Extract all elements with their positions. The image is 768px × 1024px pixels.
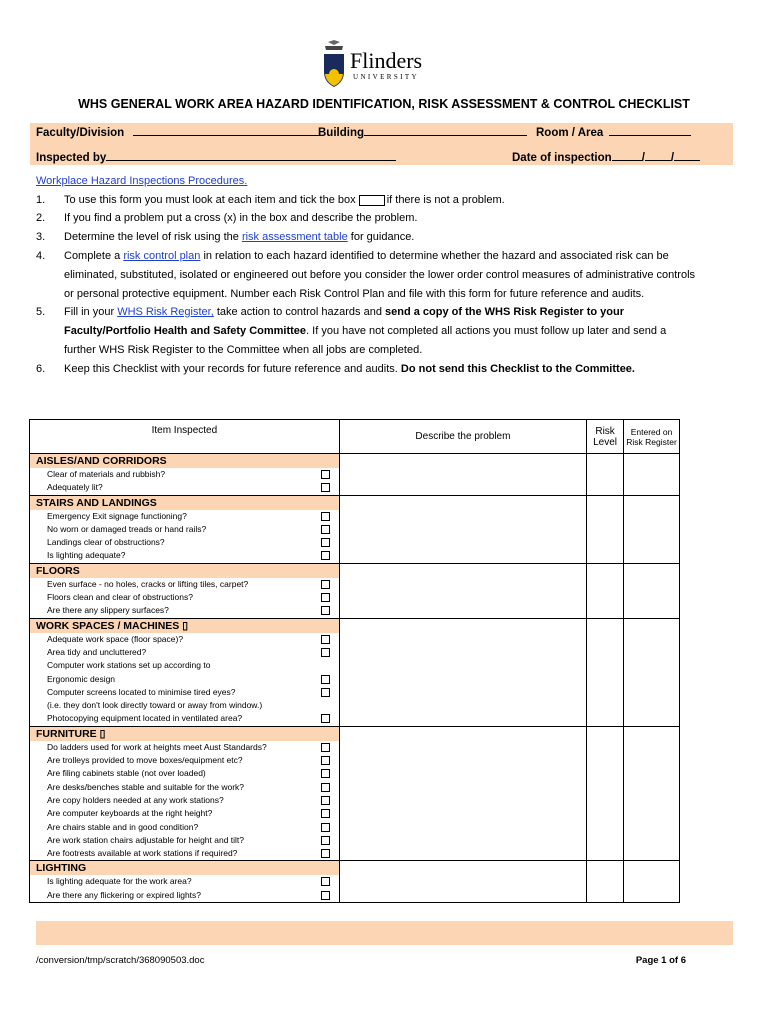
checklist-checkbox[interactable] xyxy=(321,714,330,723)
section-heading: FURNITURE ▯ xyxy=(30,727,339,741)
instruction-1 xyxy=(64,194,505,206)
instruction-4-line-1 xyxy=(64,250,669,262)
checklist-item-label: Landings clear of obstructions? xyxy=(47,537,165,548)
crest-icon xyxy=(322,40,346,88)
section-items-cell xyxy=(30,861,340,903)
checklist-item xyxy=(30,659,339,672)
checklist-item xyxy=(30,741,339,754)
building-field[interactable] xyxy=(318,124,527,139)
instruction-6-bold: Do not send this Checklist to the Committee. xyxy=(400,363,635,375)
instruction-5-line-2 xyxy=(64,325,666,337)
checklist-item-label: Even surface - no holes, cracks or lifting tiles, carpet? xyxy=(47,578,249,589)
checklist-item-label: Clear of materials and rubbish? xyxy=(47,469,166,479)
problem-cell[interactable] xyxy=(339,495,586,563)
instruction-2: If you find a problem put a cross (x) in the box and describe the problem. xyxy=(64,212,418,224)
checklist-item-label: Emergency Exit signage functioning? xyxy=(47,510,187,521)
checklist-checkbox[interactable] xyxy=(321,769,330,778)
col-entered-register: Entered on Risk Register xyxy=(624,420,680,454)
checklist-checkbox[interactable] xyxy=(321,538,330,547)
risk-level-cell[interactable] xyxy=(587,563,624,618)
checklist-checkbox[interactable] xyxy=(321,635,330,644)
checklist-item xyxy=(30,510,339,523)
checklist-checkbox[interactable] xyxy=(321,756,330,765)
room-label: Room / Area xyxy=(536,127,604,139)
checklist-item xyxy=(30,604,339,617)
instruction-5-text-b: take action to control hazards and xyxy=(216,306,382,318)
checklist-item-label: Are computer keyboards at the right height? xyxy=(47,808,213,819)
instruction-5-text-a: Fill in your xyxy=(64,306,115,318)
checklist-table xyxy=(29,419,680,903)
checklist-item xyxy=(30,754,339,767)
checklist-checkbox[interactable] xyxy=(321,849,330,858)
instruction-3 xyxy=(64,231,414,243)
instruction-5-text-c: . If you have not completed all actions you must follow up later and send a xyxy=(306,325,667,337)
checklist-item xyxy=(30,699,339,712)
date-line-day xyxy=(612,149,642,161)
checklist-item-label: Are work station chairs adjustable for height and tilt? xyxy=(47,834,245,845)
checklist-item xyxy=(30,633,339,646)
inspected-field[interactable] xyxy=(36,149,396,164)
date-line-year xyxy=(674,149,700,161)
instruction-4-num: 4. xyxy=(36,250,46,262)
instruction-5-num: 5. xyxy=(36,306,46,318)
checklist-checkbox[interactable] xyxy=(321,593,330,602)
footer-page-number: Page 1 of 6 xyxy=(635,955,686,966)
checklist-checkbox[interactable] xyxy=(321,823,330,832)
checklist-item xyxy=(30,468,339,481)
entered-register-cell[interactable] xyxy=(624,563,680,618)
checklist-checkbox[interactable] xyxy=(321,675,330,684)
col-describe-problem: Describe the problem xyxy=(339,420,586,454)
checklist-item xyxy=(30,578,339,591)
faculty-line xyxy=(133,124,319,136)
risk-control-plan-link[interactable]: risk control plan xyxy=(123,250,201,262)
checklist-checkbox[interactable] xyxy=(321,796,330,805)
checklist-item xyxy=(30,847,339,860)
checklist-item xyxy=(30,767,339,780)
risk-assessment-table-link[interactable]: risk assessment table xyxy=(241,231,348,243)
section-items-cell xyxy=(30,454,340,496)
faculty-label: Faculty/Division xyxy=(36,127,125,139)
faculty-field[interactable] xyxy=(36,124,319,139)
checklist-checkbox[interactable] xyxy=(321,688,330,697)
checklist-item-label: Are desks/benches stable and suitable for the work? xyxy=(47,781,245,792)
checklist-item-label: No worn or damaged treads or hand rails? xyxy=(47,523,207,534)
checklist-item xyxy=(30,536,339,549)
checklist-item xyxy=(30,794,339,807)
checklist-checkbox[interactable] xyxy=(321,606,330,615)
instruction-4-line-2: eliminated, substituted, isolated or engineered out before you consider the lower order control measures of administrative controls xyxy=(64,269,696,281)
checklist-item xyxy=(30,834,339,847)
section-items-cell xyxy=(30,495,340,563)
footer-band xyxy=(36,921,733,945)
example-tick-box xyxy=(359,195,385,206)
whs-risk-register-link[interactable]: WHS Risk Register, xyxy=(117,306,214,318)
checklist-item xyxy=(30,875,339,888)
instruction-2-num: 2. xyxy=(36,212,46,224)
col-item-inspected: Item Inspected xyxy=(30,420,340,454)
checklist-checkbox[interactable] xyxy=(321,783,330,792)
section-row xyxy=(30,495,680,563)
instruction-3-num: 3. xyxy=(36,231,46,243)
checklist-item-label: Ergonomic design xyxy=(47,673,116,684)
instruction-4-line-3: or personal protective equipment. Number each Risk Control Plan and file with this form for future reference and audits. xyxy=(64,288,645,300)
instruction-5-line-3: further WHS Risk Register to the Committee when all jobs are completed. xyxy=(64,344,423,356)
checklist-item xyxy=(30,591,339,604)
risk-level-cell[interactable] xyxy=(587,861,624,903)
section-row xyxy=(30,861,680,903)
instruction-1-text-b: if there is not a problem. xyxy=(386,194,505,206)
problem-cell[interactable] xyxy=(339,618,586,726)
checklist-item xyxy=(30,807,339,820)
section-row xyxy=(30,454,680,496)
section-heading: AISLES/AND CORRIDORS xyxy=(30,454,339,468)
section-row xyxy=(30,618,680,726)
checklist-checkbox[interactable] xyxy=(321,512,330,521)
section-items-cell xyxy=(30,563,340,618)
logo-subtitle: UNIVERSITY xyxy=(353,73,419,81)
instruction-5-bold-1: send a copy of the WHS Risk Register to your xyxy=(385,306,624,318)
checklist-item-label: Are chairs stable and in good condition? xyxy=(47,821,199,832)
instruction-1-num: 1. xyxy=(36,194,46,206)
instruction-3-text-a: Determine the level of risk using the xyxy=(64,231,239,243)
room-line xyxy=(609,124,691,136)
checklist-item-label: Computer work stations set up according to xyxy=(47,660,211,671)
date-line-month xyxy=(645,149,671,161)
checklist-item-label: Do ladders used for work at heights meet Aust Standards? xyxy=(47,741,267,752)
checklist-item xyxy=(30,712,339,725)
checklist-item-label: Are copy holders needed at any work stations? xyxy=(47,794,224,805)
room-field[interactable] xyxy=(536,124,691,139)
section-row xyxy=(30,563,680,618)
instruction-5-line-1 xyxy=(64,306,624,318)
section-heading: LIGHTING xyxy=(30,861,339,875)
date-label: Date of inspection xyxy=(512,152,612,164)
procedures-link[interactable]: Workplace Hazard Inspections Procedures. xyxy=(36,175,248,187)
checklist-checkbox[interactable] xyxy=(321,891,330,900)
section-items-cell xyxy=(30,618,340,726)
checklist-item-label: (i.e. they don't look directly toward or away from window.) xyxy=(47,700,263,711)
checklist-item xyxy=(30,673,339,686)
checklist-checkbox[interactable] xyxy=(321,809,330,818)
checklist-checkbox[interactable] xyxy=(321,551,330,560)
checklist-item-label: Adequately lit? xyxy=(47,482,103,493)
checklist-checkbox[interactable] xyxy=(321,877,330,886)
date-field[interactable]: Date of inspection / / xyxy=(512,149,700,164)
checklist-item-label: Computer screens located to minimise tired eyes? xyxy=(47,686,236,697)
checklist-item-label: Are there any flickering or expired lights? xyxy=(47,889,202,900)
checklist-checkbox[interactable] xyxy=(321,648,330,657)
problem-cell[interactable] xyxy=(339,861,586,903)
building-label: Building xyxy=(318,127,364,139)
checklist-item xyxy=(30,781,339,794)
entered-register-cell[interactable] xyxy=(624,726,680,861)
checklist-checkbox[interactable] xyxy=(321,525,330,534)
checklist-item-label: Are there any slippery surfaces? xyxy=(47,605,169,616)
instruction-6-num: 6. xyxy=(36,363,46,375)
checklist-item-label: Is lighting adequate? xyxy=(47,550,126,561)
problem-cell[interactable] xyxy=(339,563,586,618)
logo-wordmark: Flinders xyxy=(350,48,423,73)
section-items-cell xyxy=(30,726,340,861)
table-header-row xyxy=(30,420,680,454)
checklist-item-label: Are trolleys provided to move boxes/equipment etc? xyxy=(47,755,243,766)
inspected-line xyxy=(106,149,396,161)
checklist-checkbox[interactable] xyxy=(321,743,330,752)
checklist-item-label: Photocopying equipment located in ventilated area? xyxy=(47,713,243,724)
risk-level-cell[interactable] xyxy=(587,495,624,563)
section-heading: FLOORS xyxy=(30,564,339,578)
checklist-checkbox[interactable] xyxy=(321,470,330,479)
flinders-logo xyxy=(322,40,432,92)
checklist-item xyxy=(30,686,339,699)
entered-register-cell[interactable] xyxy=(624,861,680,903)
checklist-item xyxy=(30,549,339,562)
instruction-4-text-a: Complete a xyxy=(64,250,121,262)
checklist-item-label: Are filing cabinets stable (not over loaded) xyxy=(47,768,206,779)
instruction-5-bold-2: Faculty/Portfolio Health and Safety Committee xyxy=(64,325,307,337)
checklist-checkbox[interactable] xyxy=(321,580,330,589)
instruction-3-text-b: for guidance. xyxy=(350,231,415,243)
risk-level-cell[interactable] xyxy=(587,726,624,861)
checklist-item xyxy=(30,821,339,834)
footer-path: /conversion/tmp/scratch/368090503.doc xyxy=(36,955,205,966)
entered-register-cell[interactable] xyxy=(624,618,680,726)
instruction-4-text-b: in relation to each hazard identified to determine whether the hazard and associated risk can be xyxy=(203,250,669,262)
checklist-item-label: Are footrests available at work stations if required? xyxy=(47,848,238,859)
checklist-checkbox[interactable] xyxy=(321,483,330,492)
col-risk-level: Risk Level xyxy=(587,420,624,454)
building-line xyxy=(364,124,527,136)
risk-level-cell[interactable] xyxy=(587,618,624,726)
checklist-item-label: Floors clean and clear of obstructions? xyxy=(47,592,193,603)
risk-level-cell[interactable] xyxy=(587,454,624,496)
instruction-6-text: Keep this Checklist with your records for future reference and audits. xyxy=(64,363,398,375)
checklist-item-label: Is lighting adequate for the work area? xyxy=(47,876,192,887)
checklist-item xyxy=(30,523,339,536)
checklist-item-label: Area tidy and uncluttered? xyxy=(47,646,147,657)
problem-cell[interactable] xyxy=(339,726,586,861)
checklist-item xyxy=(30,646,339,659)
checklist-item xyxy=(30,481,339,494)
page-title: WHS GENERAL WORK AREA HAZARD IDENTIFICATION, RISK ASSESSMENT & CONTROL CHECKLIST xyxy=(78,97,690,111)
section-row xyxy=(30,726,680,861)
instruction-1-text-a: To use this form you must look at each item and tick the box xyxy=(64,194,356,206)
section-heading: WORK SPACES / MACHINES ▯ xyxy=(30,619,339,633)
instruction-6 xyxy=(64,363,635,375)
problem-cell[interactable] xyxy=(339,454,586,496)
inspected-label: Inspected by xyxy=(36,152,107,164)
entered-register-cell[interactable] xyxy=(624,454,680,496)
checklist-checkbox[interactable] xyxy=(321,836,330,845)
checklist-item-label: Adequate work space (floor space)? xyxy=(47,633,184,644)
section-heading: STAIRS AND LANDINGS xyxy=(30,496,339,510)
entered-register-cell[interactable] xyxy=(624,495,680,563)
checklist-item xyxy=(30,889,339,902)
